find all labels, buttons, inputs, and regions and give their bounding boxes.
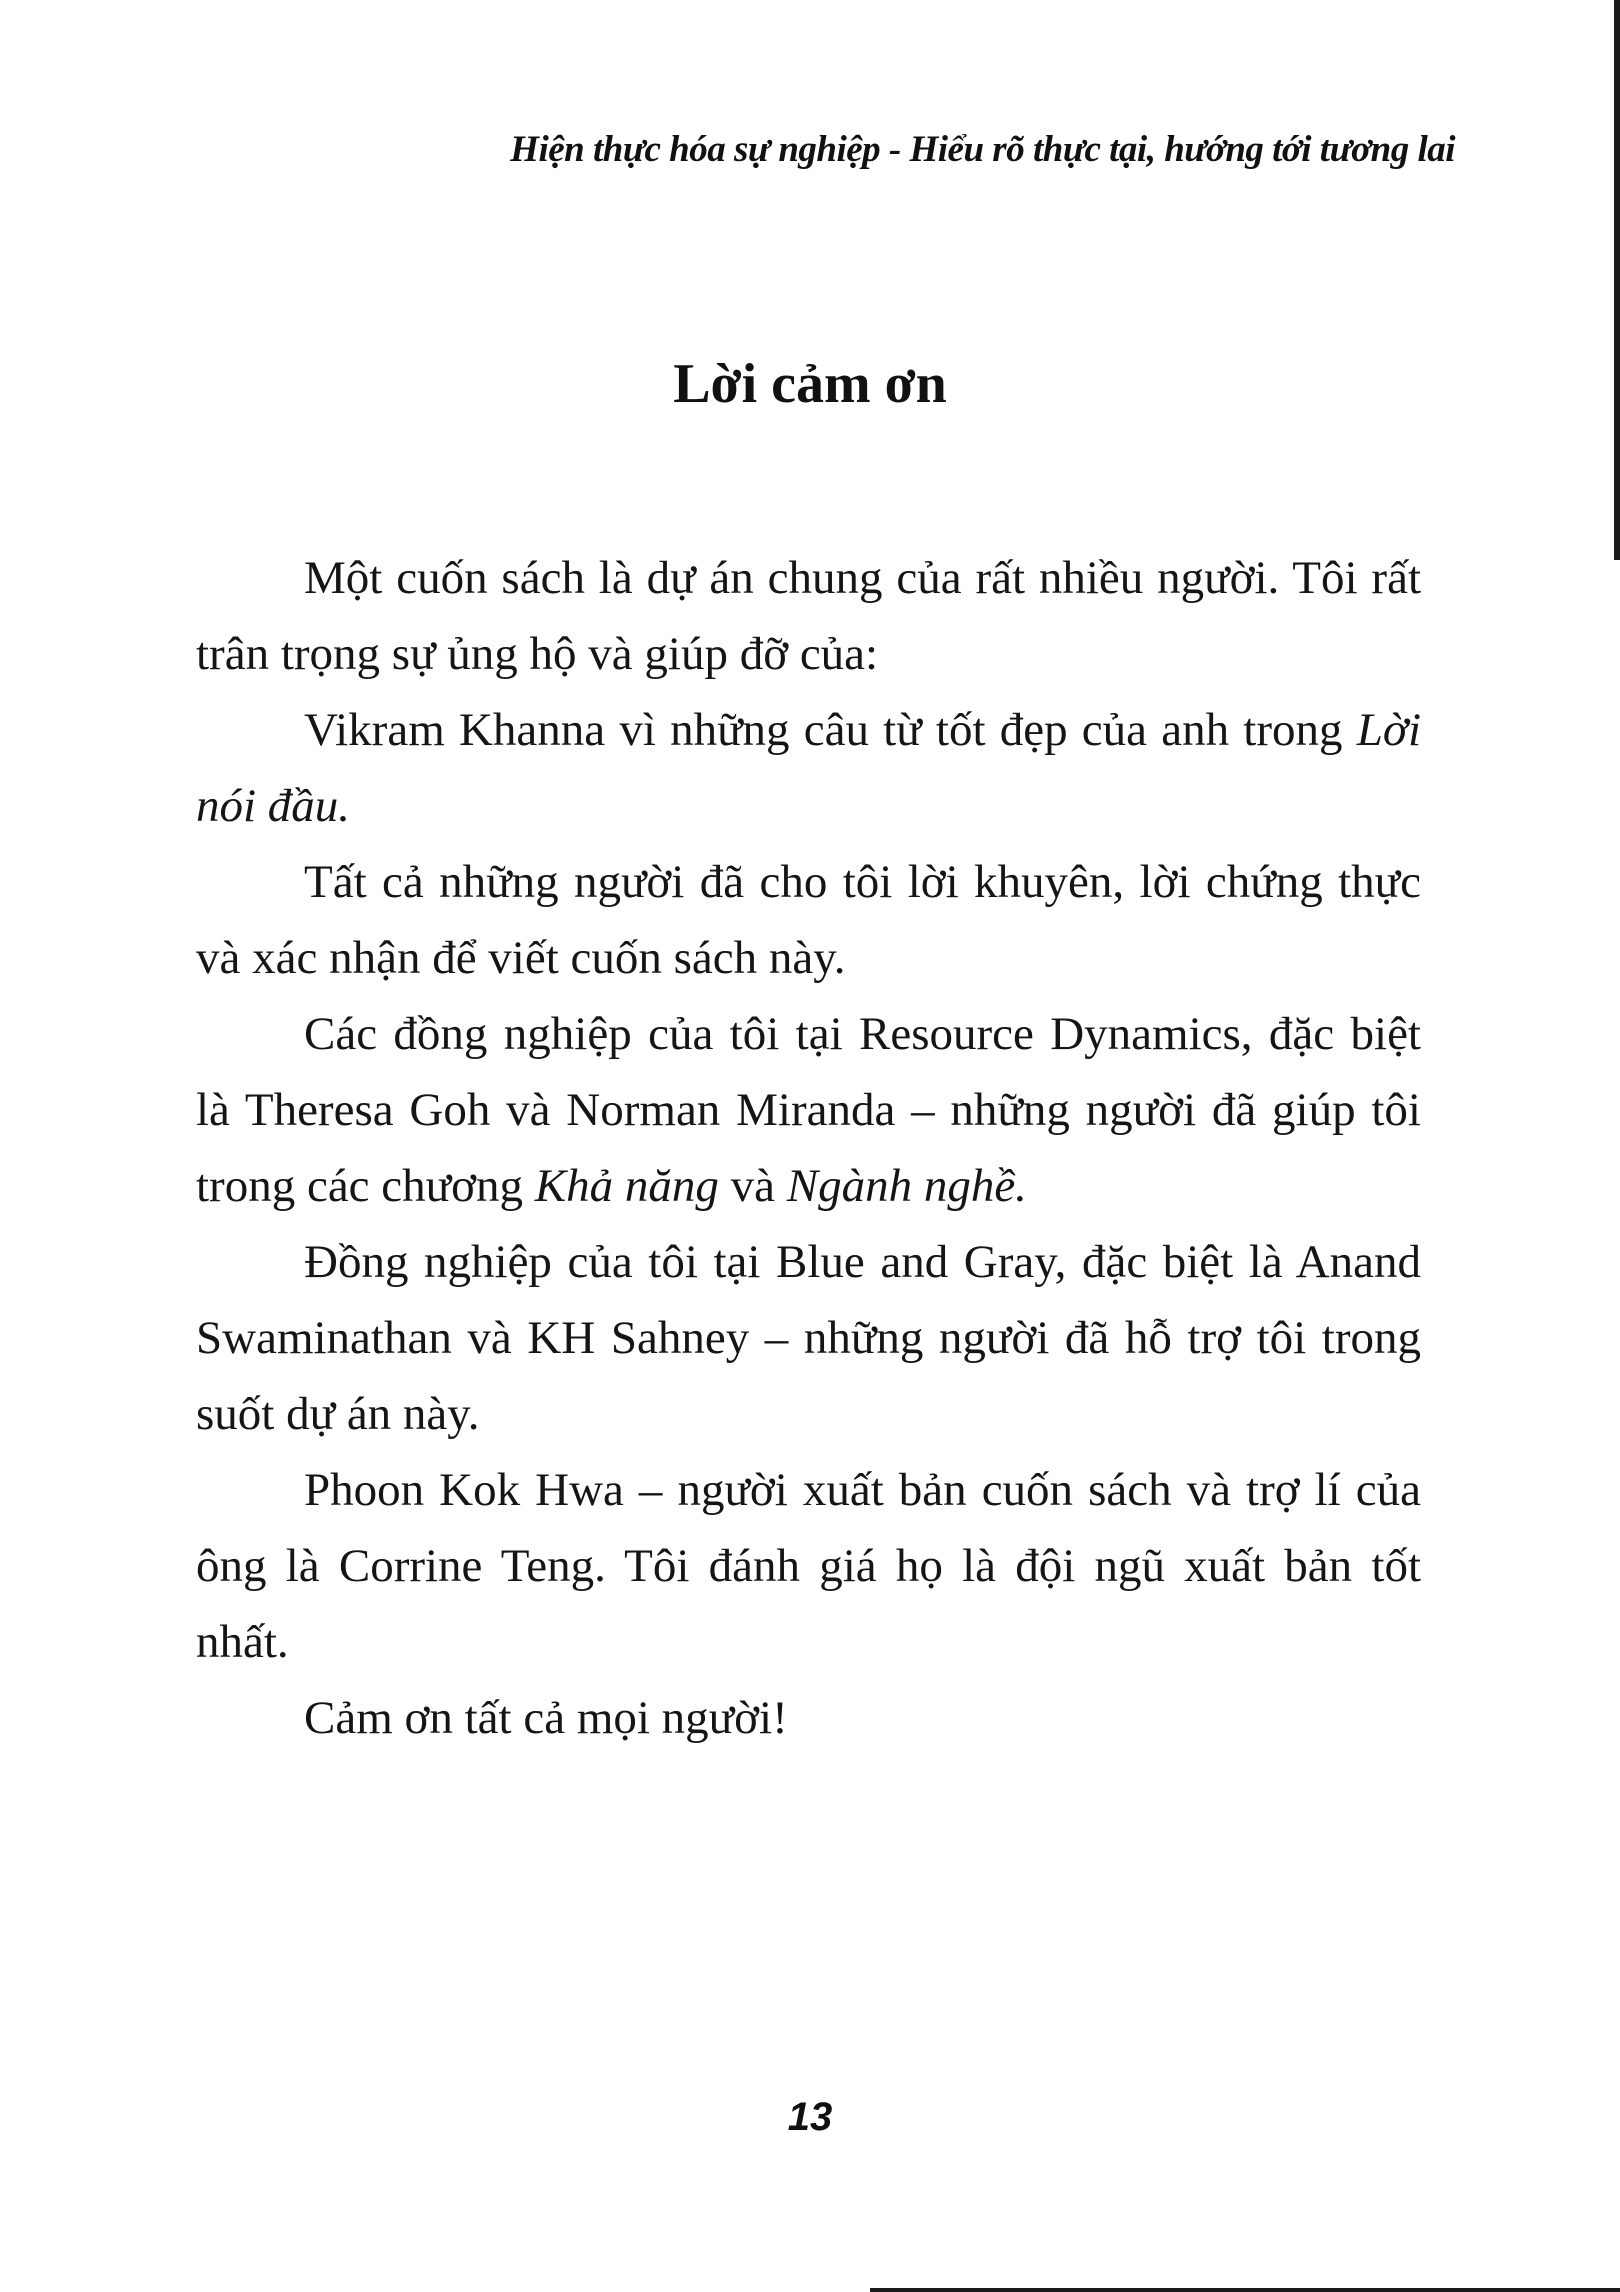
scan-edge-shadow-bottom: [870, 2288, 1620, 2292]
chapter-reference-occupations: Ngành nghề.: [786, 1160, 1027, 1212]
paragraph-1: Một cuốn sách là dự án chung của rất nhiều người. Tôi rất trân trọng sự ủng hộ và giúp đỡ của:: [196, 552, 1421, 680]
chapter-reference-abilities: Khả năng: [534, 1160, 719, 1212]
paragraph-4-text: Các đồng nghiệp của tôi tại Resource Dynamics, đặc biệt là Theresa Goh và Norman Miranda – những người đã giúp tôi trong các chương: [196, 1008, 1421, 1212]
paragraph-2: [196, 692, 1421, 844]
chapter-title: Lời cảm ơn: [673, 353, 947, 415]
foreword-reference: Lời nói đầu.: [196, 704, 1421, 832]
scan-edge-shadow: [1614, 0, 1620, 560]
paragraph-4: [196, 996, 1421, 1224]
paragraph-5: Đồng nghiệp của tôi tại Blue and Gray, đặc biệt là Anand Swaminathan và KH Sahney – những người đã hỗ trợ tôi trong suốt dự án này.: [196, 1236, 1421, 1440]
paragraph-4-conjunction: và: [718, 1160, 787, 1212]
paragraph-7: Cảm ơn tất cả mọi người!: [304, 1692, 788, 1744]
running-header: Hiện thực hóa sự nghiệp - Hiểu rõ thực tại, hướng tới tương lai: [510, 129, 1455, 170]
page-number: 13: [787, 2095, 833, 2139]
body-text: [196, 540, 1421, 1756]
paragraph-6: Phoon Kok Hwa – người xuất bản cuốn sách và trợ lí của ông là Corrine Teng. Tôi đánh giá họ là đội ngũ xuất bản tốt nhất.: [196, 1464, 1421, 1668]
paragraph-2-text: Vikram Khanna vì những câu từ tốt đẹp của anh trong: [304, 704, 1357, 756]
paragraph-3: Tất cả những người đã cho tôi lời khuyên, lời chứng thực và xác nhận để viết cuốn sách này.: [196, 856, 1421, 984]
